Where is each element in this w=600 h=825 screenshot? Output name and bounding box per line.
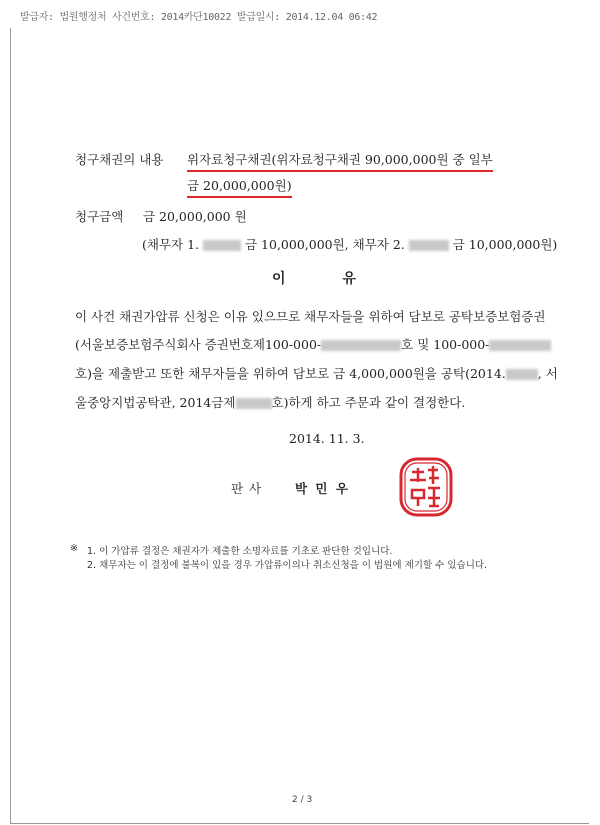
reason-line3-b: , 서 [537, 366, 558, 381]
redacted-bond1 [321, 340, 401, 351]
reason-line3-a: 호)을 제출받고 또한 채무자들을 위하여 담보로 금 4,000,000원을 공탁(2014. [75, 366, 506, 381]
debtors-suffix: 금 10,000,000원) [452, 237, 558, 252]
redacted-deposit [236, 398, 272, 409]
reason-line3 [75, 364, 558, 382]
claim-value-line1: 위자료청구채권(위자료청구채권 90,000,000원 중 일부 [187, 150, 493, 172]
claim-label: 청구채권의 내용 [75, 152, 164, 167]
page-frame [10, 28, 589, 824]
redacted-date [506, 369, 538, 380]
reason-line4-b: 호)하게 하고 주문과 같이 결정한다. [271, 395, 466, 410]
claim-value-line2: 금 20,000,000원) [187, 176, 292, 198]
judge-name: 박 민 우 [295, 481, 350, 496]
judge-seal-icon [398, 456, 454, 518]
amount-value: 금 20,000,000 원 [143, 209, 247, 224]
reason-line2-b: 호 및 100-000- [401, 337, 490, 352]
redacted-debtor1 [203, 240, 241, 251]
reason-line1: 이 사건 채권가압류 신청은 이유 있으므로 채무자들을 위하여 담보로 공탁보증보험증권 [75, 309, 546, 324]
note-2: 2. 채무자는 이 결정에 불복이 있을 경우 가압류이의나 취소신청을 이 법원에 제기할 수 있습니다. [87, 560, 488, 571]
reason-line2 [75, 335, 551, 353]
decision-date: 2014. 11. 3. [289, 431, 365, 446]
redacted-bond2 [489, 340, 551, 351]
reason-line2-a: (서울보증보험주식회사 증권번호제100-000- [75, 337, 322, 352]
page-number: 2 / 3 [292, 795, 313, 805]
print-header: 발급자: 법원행정처 사건번호: 2014카단10022 발급일시: 2014.12.04 06:42 [20, 12, 378, 23]
reason-title: 이 유 [272, 271, 382, 287]
redacted-debtor2 [409, 240, 449, 251]
debtors-line [142, 235, 557, 253]
notes-mark: ※ [70, 543, 78, 554]
note-1: 1. 이 가압류 결정은 채권자가 제출한 소명자료를 기초로 판단한 것입니다. [87, 546, 393, 557]
debtors-mid: 금 10,000,000원, 채무자 2. [244, 237, 405, 252]
debtors-prefix: (채무자 1. [142, 237, 200, 252]
reason-line4 [75, 393, 465, 411]
judge-title: 판 사 [231, 481, 263, 496]
reason-line4-a: 울중앙지법공탁관, 2014금제 [75, 395, 236, 410]
amount-label: 청구금액 [75, 209, 124, 224]
